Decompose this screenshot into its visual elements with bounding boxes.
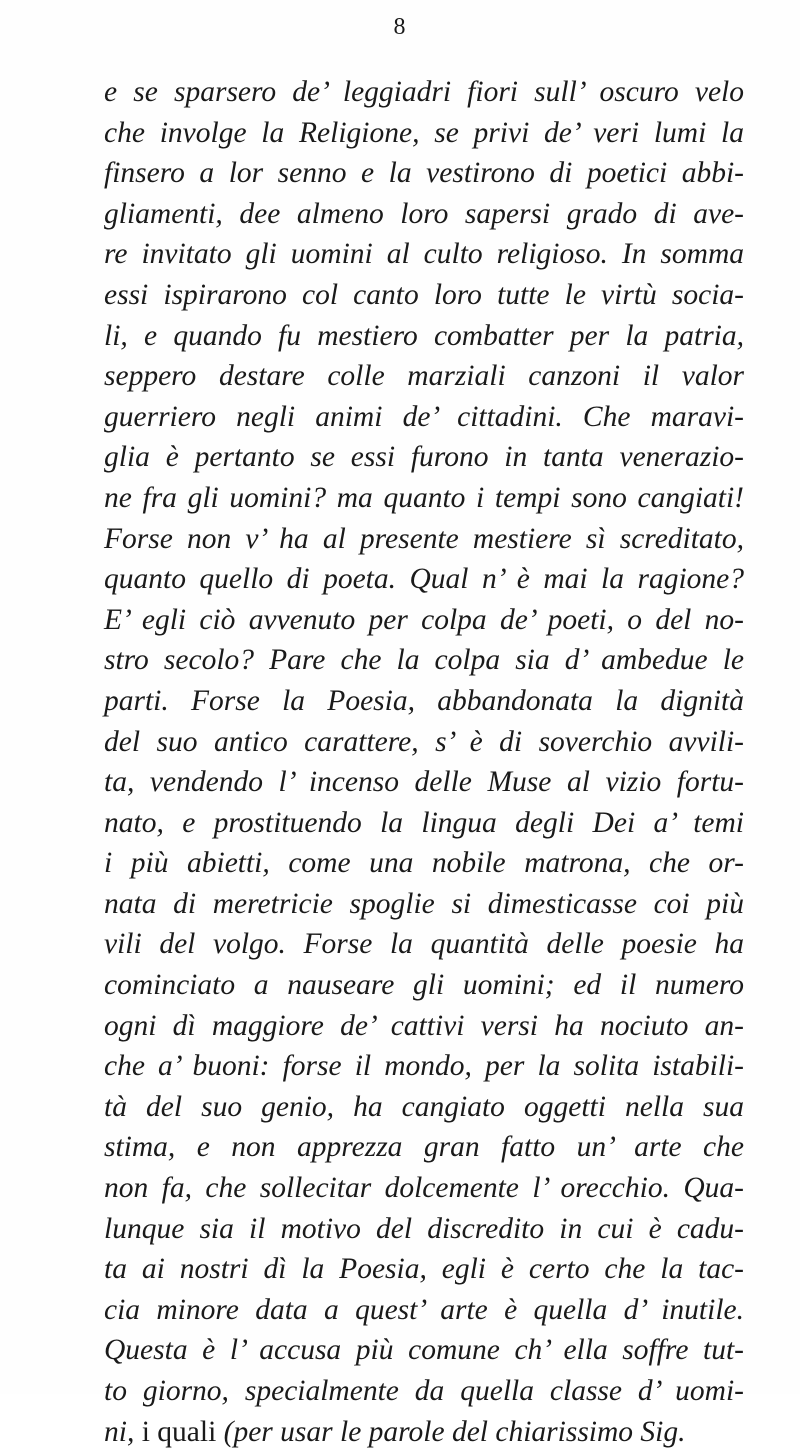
text-line-last (104, 1412, 744, 1452)
text-line: lunque sia il motivo del discredito in cui è cadu- (104, 1212, 744, 1245)
body-text (104, 72, 744, 1452)
text-line: ta ai nostri dì la Poesia, egli è certo che la tac- (104, 1253, 744, 1286)
text-line: che a’ buoni: forse il mondo, per la solita istabili- (104, 1050, 744, 1083)
text-line: del suo antico carattere, s’ è di soverchio avvili- (104, 725, 744, 758)
text-line: vili del volgo. Forse la quantità delle poesie ha (104, 928, 744, 961)
text-line: to giorno, specialmente da quella classe d’ uomi- (104, 1375, 744, 1407)
text-line: seppero destare colle marziali canzoni il valor (104, 360, 744, 393)
text-line: stima, e non apprezza gran fatto un’ arte che (104, 1131, 744, 1164)
last-line-upright: i quali (141, 1415, 217, 1448)
text-line: Forse non v’ ha al presente mestiere sì screditato, (104, 522, 744, 555)
text-line: essi ispirarono col canto loro tutte le virtù socia- (104, 278, 744, 311)
text-line: gliamenti, dee almeno loro sapersi grado di ave- (104, 197, 744, 230)
text-line: finsero a lor senno e la vestirono di poetici abbi- (104, 157, 744, 190)
text-line: E’ egli ciò avvenuto per colpa de’ poeti, o del no- (104, 603, 744, 636)
text-line: tà del suo genio, ha cangiato oggetti nella sua (104, 1090, 744, 1123)
text-line: non fa, che sollecitar dolcemente l’ orecchio. Qua- (104, 1172, 744, 1205)
text-line: li, e quando fu mestiero combatter per la patria, (104, 319, 744, 352)
text-line: re invitato gli uomini al culto religioso. In somma (104, 238, 744, 271)
text-line: che involge la Religione, se privi de’ veri lumi la (104, 116, 744, 149)
page-number: 8 (393, 14, 407, 40)
text-line: stro secolo? Pare che la colpa sia d’ ambedue le (104, 644, 744, 677)
text-line: cominciato a nauseare gli uomini; ed il numero (104, 969, 744, 1002)
text-line: parti. Forse la Poesia, abbandonata la dignità (104, 684, 744, 717)
text-line: Questa è l’ accusa più comune ch’ ella soffre tut- (104, 1334, 744, 1367)
text-line: ogni dì maggiore de’ cattivi versi ha nociuto an- (104, 1009, 744, 1042)
text-line: ne fra gli uomini? ma quanto i tempi sono cangiati! (104, 481, 744, 514)
text-line: i più abietti, come una nobile matrona, che or- (104, 847, 744, 880)
last-line-prefix: ni, (104, 1415, 142, 1448)
last-line-suffix: (per usar le parole del chiarissimo Sig. (216, 1415, 686, 1448)
text-line: quanto quello di poeta. Qual n’ è mai la ragione? (104, 563, 744, 596)
text-line: glia è pertanto se essi furono in tanta venerazio- (104, 441, 744, 474)
text-line: ta, vendendo l’ incenso delle Muse al vizio fortu- (104, 766, 744, 799)
text-line: e se sparsero de’ leggiadri fiori sull’ oscuro velo (104, 76, 744, 108)
text-line: cia minore data a quest’ arte è quella d’ inutile. (104, 1293, 744, 1326)
text-line: guerriero negli animi de’ cittadini. Che maravi- (104, 400, 744, 433)
text-line: nata di meretricie spoglie si dimesticasse coi più (104, 887, 744, 920)
text-line: nato, e prostituendo la lingua degli Dei a’ temi (104, 806, 744, 839)
